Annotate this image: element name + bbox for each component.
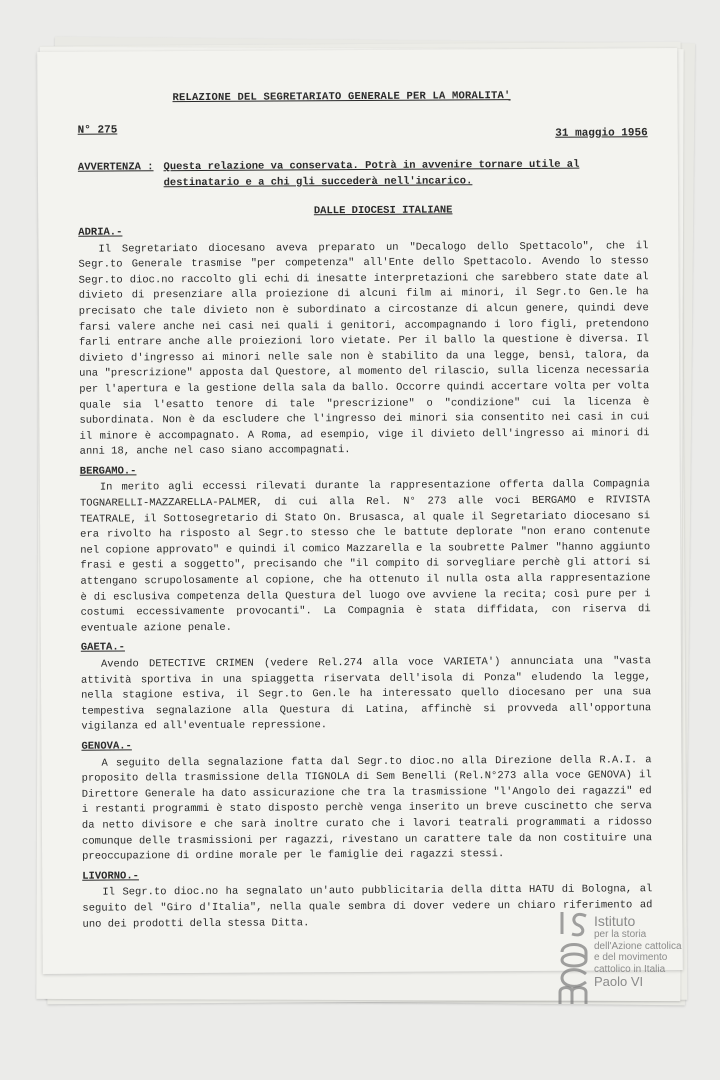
section-text: In merito agli eccessi rilevati durante la rappresentazione offerta dalla Compagnia TOGNARELLI-MAZZARELLA-PALMER, di cui alla Rel. N° 273 alle voci BERGAMO e RIVISTA TEATRALE, il Sottosegretario di Stato On. Brusasca, al quale il Segretariato diocesano si era rivolto ha risposto al Segr.to stesso che le battute deplorate "non erano contenute nel copione approvato" e quindi il comico Mazzarella e la soubrette Palmer "hanno aggiunto frasi e gesti a soggetto", precisando che "il compito di sorvegliare perchè gli attori si attengano scrupolosamente al copione, che ha ottenuto il nulla osta alla rappresentazione è di esclusiva competenza della Questura del luogo ove avviene la recita; così pure per i costumi eccessivamente provocanti". La Compagnia è stata diffidata, con riserva di eventuale azione penale. bbox=[79, 478, 651, 635]
isacem-logo-icon bbox=[556, 908, 596, 1008]
section-heading: GENOVA.- bbox=[81, 740, 132, 753]
section-text: Il Segretariato diocesano aveva preparato un "Decalogo dello Spettacolo", che il Segr.to Generale trasmise "per competenza" all'Ente dello Spettacolo. Avendo lo stesso Segr.to dioc.no raccolto gli echi di inesatte interpretazioni che sarebbero state date al divieto di presenziare alla proiezione di alcuni film ai minori, il Segr.to Gen.le ha precisato che tale divieto non è subordinato a circostanze di alcun genere, quindi deve farsi valere anche nei casi nei quali i genitori, accompagnando i loro figli, pretendono farli entrare anche alle proiezioni loro vietate. Per il ballo la questione è diversa. Il divieto d'ingresso ai minori nelle sale non è stabilito da una legge, bensì, talora, da una "prescrizione" apposta dal Questore, al momento del rilascio, sulla licenza necessaria per l'apertura e la gestione della sala da ballo. Occorre quindi accertare volta per volta quale sia l'esatto tenore di tale "prescrizione" o "condizione" cui la licenza è subordinata. Non è da escludere che l'ingresso dei minori sia consentito nei casi in cui il minore è accompagnato. A Roma, ad esempio, vige il divieto dell'ingresso ai minori di anni 18, anche nel caso siano accompagnati. bbox=[78, 239, 650, 458]
section-heading: BERGAMO.- bbox=[79, 465, 137, 478]
section-subtitle: DALLE DIOCESI ITALIANE bbox=[313, 204, 453, 218]
warning-block bbox=[78, 157, 648, 192]
archive-watermark bbox=[556, 908, 696, 1008]
section-gaeta bbox=[81, 638, 652, 736]
number-date-row bbox=[78, 120, 648, 145]
document-page bbox=[37, 48, 683, 974]
report-title: RELAZIONE DEL SEGRETARIATO GENERALE PER LA MORALITA' bbox=[172, 90, 511, 105]
section-bergamo bbox=[80, 461, 651, 637]
report-number: N° 275 bbox=[77, 124, 118, 137]
section-heading: GAETA.- bbox=[80, 641, 125, 655]
section-genova bbox=[81, 736, 652, 865]
section-heading: ADRIA.- bbox=[78, 226, 123, 239]
section-text: Avendo DETECTIVE CRIMEN (vedere Rel.274 alla voce VARIETA') annunciata una "vasta attività sportiva in una spiaggetta riservata dell'isola di Ponza" eludendo la legge, nella stagione estiva, il Segr.to Gen.le ha interessato quello diocesano per una sua tempestiva segnalazione alla Questura di Latina, affinchè si provveda all'opportuna vigilanza ed all'eventuale repressione. bbox=[80, 655, 652, 734]
section-text: Il Segr.to dioc.no ha segnalato un'auto pubblicitaria della ditta HATU di Bologna, al seguito del "Giro d'Italia", nella quale sembra di dover vedere un chiaro riferimento ad uno dei prodotti della stessa Ditta. bbox=[82, 883, 653, 931]
warning-text: Questa relazione va conservata. Potrà in avvenire tornare utile al destinatario e a chi gli succederà nell'incarico. bbox=[163, 158, 580, 189]
section-heading: LIVORNO.- bbox=[82, 870, 139, 883]
watermark-text: Istituto per la storia dell'Azione cattolica e del movimento cattolico in Italia Paolo VI bbox=[594, 913, 682, 989]
section-adria bbox=[78, 222, 649, 460]
report-date: 31 maggio 1956 bbox=[555, 126, 648, 140]
section-text: A seguito della segnalazione fatta dal Segr.to dioc.no alla Direzione della R.A.I. a proposito della trasmissione della TIGNOLA di Sem Benelli (Rel.N°273 alla voce GENOVA) il Direttore Generale ha dato assicurazione che tra la trasmissione "l'Angolo dei ragazzi" ed i restanti programmi è stato disposto perchè venga inserito un breve cuscinetto che serva da netto divisore e che sarà inoltre curato che i lavori teatrali programmati a ridosso comunque delle trasmissioni per ragazzi, rivestano un carattere tale da non costituire una preoccupazione di ordine morale per le famiglie dei ragazzi stessi. bbox=[81, 753, 653, 863]
warning-label: AVVERTENZA : bbox=[77, 161, 154, 174]
document-body bbox=[77, 88, 652, 933]
